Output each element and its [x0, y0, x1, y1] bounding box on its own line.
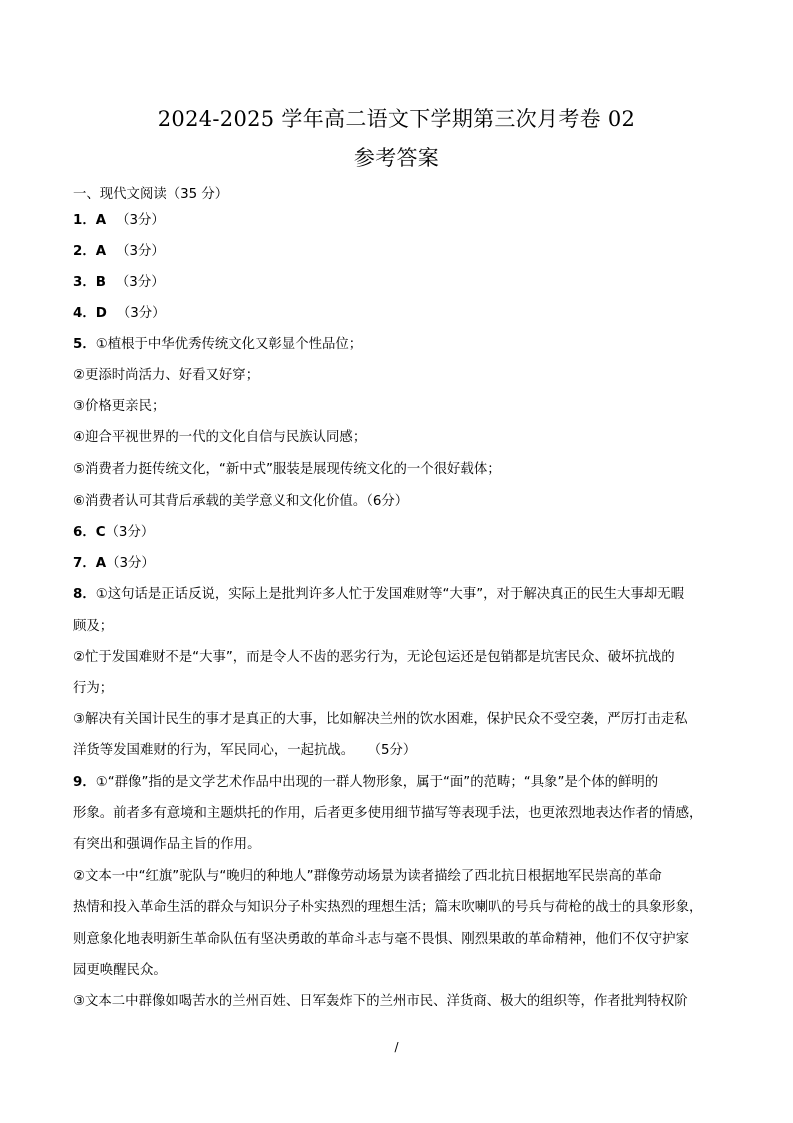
- answer-8-line-5: ③解决有关国计民生的事才是真正的大事，比如解决兰州的饮水困难，保护民众不受空袭，严厉打击走私: [73, 712, 688, 727]
- answer-5-num: 5．: [73, 337, 96, 352]
- answer-9-line-5: 热情和投入革命生活的群众与知识分子朴实热烈的理想生活；篇末吹喇叭的号兵与荷枪的战士的具象形象，: [73, 900, 703, 915]
- document-title: 2024-2025 学年高二语文下学期第三次月考卷 02: [157, 107, 636, 131]
- answer-9-line-8: ③文本二中群像如喝苦水的兰州百姓、日军轰炸下的兰州市民、洋货商、极大的组织等，作者批判特权阶: [73, 994, 688, 1009]
- answer-8-line-1: [73, 586, 684, 604]
- answer-2: [73, 243, 165, 261]
- page-number: /: [394, 1040, 399, 1054]
- answer-8-line-4: 行为；: [73, 681, 114, 696]
- answer-5-line-1: [73, 336, 362, 354]
- answer-4-score: （3分）: [116, 306, 166, 321]
- answer-2-score: （3分）: [116, 244, 165, 259]
- answer-8-num: 8．: [73, 587, 96, 602]
- answer-6: [73, 524, 154, 542]
- answer-2-num: 2．A: [73, 244, 107, 259]
- answer-5-text-1: ①植根于中华优秀传统文化又彰显个性品位；: [95, 337, 363, 352]
- answer-3-score: （3分）: [115, 275, 165, 290]
- answer-5-line-6: ⑥消费者认可其背后承载的美学意义和文化价值。（6分）: [73, 494, 409, 509]
- answer-9-line-2: 形象。前者多有意境和主题烘托的作用，后者更多使用细节描写等表现手法，也更浓烈地表达作者的情感，: [73, 806, 703, 821]
- answer-5-line-3: ③价格更亲民；: [73, 399, 166, 414]
- answer-9-text-1: ①“群像”指的是文学艺术作品中出现的一群人物形象，属于“面”的范畴；“具象”是个体的鲜明的: [95, 775, 659, 790]
- answer-6-score: （3分）: [105, 525, 155, 540]
- answer-9-line-3: 有突出和强调作品主旨的作用。: [73, 837, 261, 852]
- answer-4: [73, 305, 166, 323]
- answer-1-score: （3分）: [116, 213, 165, 228]
- answer-9-line-1: [73, 774, 658, 792]
- answer-5-line-2: ②更添时尚活力、好看又好穿；: [73, 368, 260, 383]
- answer-1-num: 1．A: [73, 213, 107, 228]
- answer-6-num: 6．C: [73, 525, 106, 540]
- answer-5-line-4: ④迎合平视世界的一代的文化自信与民族认同感；: [73, 430, 367, 445]
- document-subtitle: 参考答案: [353, 146, 440, 170]
- answer-3: [73, 274, 165, 292]
- answer-9-line-4: ②文本一中“红旗”驼队与“晚归的种地人”群像劳动场景为读者描绘了西北抗日根据地军民崇高的革命: [73, 869, 662, 884]
- answer-8-line-2: 顾及；: [73, 619, 114, 634]
- answer-7-score: （3分）: [106, 556, 155, 571]
- answer-9-line-7: 园更唤醒民众。: [73, 963, 167, 978]
- answer-8-text-1: ①这句话是正话反说，实际上是批判许多人忙于发国难财等“大事”，对于解决真正的民生大事却无暇: [95, 587, 685, 602]
- answer-9-line-6: 则意象化地表明新生革命队伍有坚决勇敢的革命斗志与毫不畏惧、刚烈果敢的革命精神，他们不仅守护家: [73, 932, 689, 947]
- answer-1: [73, 212, 165, 230]
- answer-7-num: 7．A: [73, 556, 107, 571]
- answer-4-num: 4．D: [73, 306, 107, 321]
- answer-7: [73, 555, 155, 573]
- section-heading: 一、现代文阅读（35 分）: [73, 187, 229, 202]
- answer-3-num: 3．B: [73, 275, 106, 290]
- answer-9-num: 9．: [73, 775, 96, 790]
- answer-5-line-5: ⑤消费者力挺传统文化，“新中式”服装是展现传统文化的一个很好载体；: [73, 462, 501, 477]
- answer-8-line-6: 洋货等发国难财的行为，军民同心，一起抗战。 （5分）: [73, 743, 417, 758]
- answer-8-line-3: ②忙于发国难财不是“大事”，而是令人不齿的恶劣行为，无论包运还是包销都是坑害民众、破坏抗战的: [73, 650, 675, 665]
